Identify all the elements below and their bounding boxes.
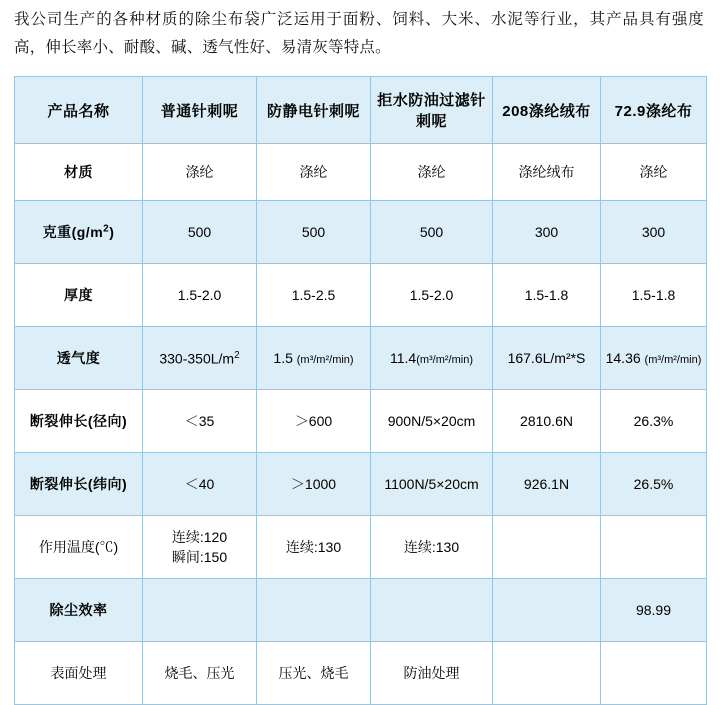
table-row xyxy=(15,579,707,642)
cell-surface-col4 xyxy=(493,642,601,705)
cell-efficiency-col4 xyxy=(493,579,601,642)
cell-elongation-weft-col1: ＜40 xyxy=(143,453,257,516)
cell-weight-col3: 500 xyxy=(371,201,493,264)
cell-weight-col4: 300 xyxy=(493,201,601,264)
header-cell-col5: 72.9涤纶布 xyxy=(601,77,707,144)
cell-elongation-warp-col5: 26.3% xyxy=(601,390,707,453)
cell-material-col4: 涤纶绒布 xyxy=(493,144,601,201)
cell-permeability-col2 xyxy=(257,327,371,390)
cell-elongation-warp-col4: 2810.6N xyxy=(493,390,601,453)
cell-temperature-col3: 连续:130 xyxy=(371,516,493,579)
cell-thickness-col4: 1.5-1.8 xyxy=(493,264,601,327)
row-label-elongation-warp: 断裂伸长(径向) xyxy=(15,390,143,453)
cell-material-col2: 涤纶 xyxy=(257,144,371,201)
cell-efficiency-col3 xyxy=(371,579,493,642)
product-spec-table xyxy=(14,76,707,705)
table-row xyxy=(15,144,707,201)
perm-col1-value: 330-350L/m xyxy=(159,350,235,367)
cell-elongation-warp-col2: ＞600 xyxy=(257,390,371,453)
cell-weight-col5: 300 xyxy=(601,201,707,264)
cell-temperature-col5 xyxy=(601,516,707,579)
row-label-efficiency: 除尘效率 xyxy=(15,579,143,642)
table-row xyxy=(15,327,707,390)
cell-thickness-col5: 1.5-1.8 xyxy=(601,264,707,327)
table-row xyxy=(15,264,707,327)
table-row xyxy=(15,201,707,264)
cell-weight-col1: 500 xyxy=(143,201,257,264)
cell-permeability-col4: 167.6L/m²*S xyxy=(493,327,601,390)
cell-elongation-weft-col3: 1100N/5×20cm xyxy=(371,453,493,516)
header-cell-col4: 208涤纶绒布 xyxy=(493,77,601,144)
cell-material-col5: 涤纶 xyxy=(601,144,707,201)
header-cell-col3: 拒水防油过滤针刺呢 xyxy=(371,77,493,144)
perm-col5-unit: (m³/m²/min) xyxy=(644,354,702,366)
table-row xyxy=(15,453,707,516)
cell-weight-col2: 500 xyxy=(257,201,371,264)
row-label-elongation-weft: 断裂伸长(纬向) xyxy=(15,453,143,516)
cell-material-col1: 涤纶 xyxy=(143,144,257,201)
weight-label-tail: ) xyxy=(109,224,115,240)
cell-surface-col2: 压光、烧毛 xyxy=(257,642,371,705)
perm-col1-sup: 2 xyxy=(234,349,240,361)
cell-permeability-col5 xyxy=(601,327,707,390)
perm-col3-value: 11.4 xyxy=(389,350,417,366)
cell-elongation-weft-col2: ＞1000 xyxy=(257,453,371,516)
cell-permeability-col3 xyxy=(371,327,493,390)
table-row xyxy=(15,516,707,579)
header-cell-col2: 防静电针刺呢 xyxy=(257,77,371,144)
cell-elongation-weft-col5: 26.5% xyxy=(601,453,707,516)
cell-permeability-col1 xyxy=(143,327,257,390)
cell-elongation-weft-col4: 926.1N xyxy=(493,453,601,516)
table-row xyxy=(15,390,707,453)
cell-thickness-col3: 1.5-2.0 xyxy=(371,264,493,327)
row-label-weight xyxy=(15,201,143,264)
cell-efficiency-col1 xyxy=(143,579,257,642)
row-label-temperature: 作用温度(℃) xyxy=(15,516,143,579)
temp-col1-line1: 连续:120 xyxy=(171,529,228,545)
intro-paragraph: 我公司生产的各种材质的除尘布袋广泛运用于面粉、饲料、大米、水泥等行业，其产品具有强度高，伸长率小、耐酸、碱、透气性好、易清灰等特点。 xyxy=(14,11,704,56)
cell-surface-col1: 烧毛、压光 xyxy=(143,642,257,705)
perm-col5-value: 14.36 xyxy=(605,350,641,366)
perm-col3-unit: (m³/m²/min) xyxy=(416,354,474,366)
perm-col2-value: 1.5 xyxy=(273,350,293,366)
row-label-surface-treatment: 表面处理 xyxy=(15,642,143,705)
cell-temperature-col1 xyxy=(143,516,257,579)
table-row xyxy=(15,642,707,705)
cell-surface-col3: 防油处理 xyxy=(371,642,493,705)
cell-elongation-warp-col1: ＜35 xyxy=(143,390,257,453)
table-header-row xyxy=(15,77,707,144)
cell-temperature-col4 xyxy=(493,516,601,579)
row-label-permeability: 透气度 xyxy=(15,327,143,390)
cell-material-col3: 涤纶 xyxy=(371,144,493,201)
cell-efficiency-col2 xyxy=(257,579,371,642)
perm-col2-unit: (m³/m²/min) xyxy=(296,354,354,366)
weight-label-sup: 2 xyxy=(103,223,110,235)
cell-elongation-warp-col3: 900N/5×20cm xyxy=(371,390,493,453)
cell-surface-col5 xyxy=(601,642,707,705)
weight-label-text: 克重(g/m xyxy=(42,224,104,240)
cell-temperature-col2: 连续:130 xyxy=(257,516,371,579)
header-cell-product-name: 产品名称 xyxy=(15,77,143,144)
temp-col1-line2: 瞬间:150 xyxy=(171,549,228,565)
row-label-thickness: 厚度 xyxy=(15,264,143,327)
cell-thickness-col2: 1.5-2.5 xyxy=(257,264,371,327)
header-cell-col1: 普通针刺呢 xyxy=(143,77,257,144)
spec-table-container xyxy=(0,62,720,705)
cell-efficiency-col5: 98.99 xyxy=(601,579,707,642)
cell-thickness-col1: 1.5-2.0 xyxy=(143,264,257,327)
row-label-material: 材质 xyxy=(15,144,143,201)
